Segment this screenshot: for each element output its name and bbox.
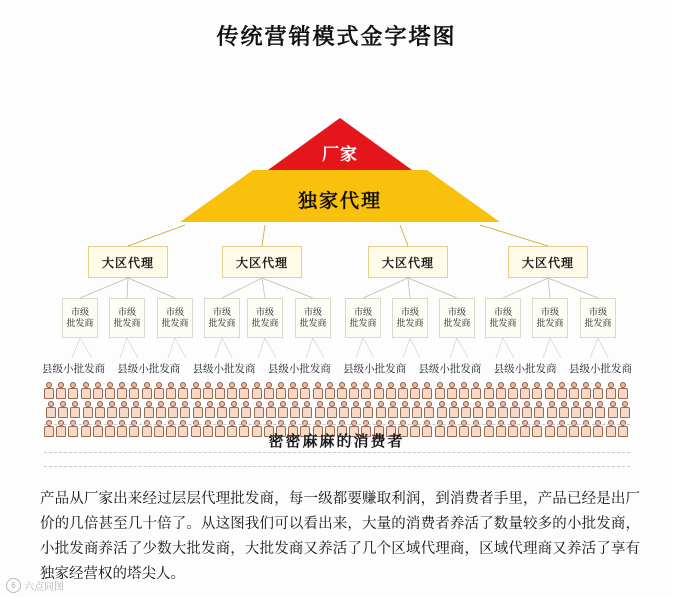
county-wholesaler-label: 县级小批发商 — [192, 363, 256, 375]
consumer-figure — [422, 382, 432, 399]
consumer-figure — [300, 382, 310, 399]
city-wholesaler-line2: 批发商 — [208, 318, 236, 328]
consumer-figure — [400, 401, 410, 418]
consumer-figure — [68, 382, 78, 399]
consumer-figure — [178, 382, 188, 399]
consumer-figure — [154, 382, 164, 399]
consumer-figure — [545, 382, 555, 399]
consumer-figure — [58, 401, 68, 418]
consumer-figure — [227, 382, 237, 399]
consumer-figure — [498, 401, 508, 418]
consumer-figure — [129, 382, 139, 399]
consumer-figure — [156, 401, 166, 418]
city-wholesaler-line1: 市级 — [255, 306, 274, 317]
city-wholesaler-line1: 市级 — [353, 306, 372, 317]
city-wholesaler-line2: 批发商 — [489, 318, 517, 328]
city-wholesaler-box — [157, 298, 193, 338]
consumer-figure — [569, 382, 579, 399]
consumer-figure — [302, 401, 312, 418]
consumer-figure — [217, 401, 227, 418]
consumer-figure — [593, 382, 603, 399]
city-wholesaler-line1: 市级 — [540, 306, 559, 317]
consumer-figure — [581, 382, 591, 399]
consumer-figure — [191, 382, 201, 399]
county-wholesaler-label: 县级小批发商 — [418, 363, 482, 375]
consumer-figure — [180, 401, 190, 418]
city-wholesaler-box — [532, 298, 568, 338]
consumer-figure — [95, 401, 105, 418]
divider-line — [44, 466, 630, 467]
city-wholesaler-line2: 批发商 — [349, 318, 377, 328]
consumer-figure — [239, 382, 249, 399]
consumer-figure — [349, 382, 359, 399]
county-wholesaler-label: 县级小批发商 — [568, 363, 632, 375]
consumer-figure — [325, 382, 335, 399]
consumer-figure — [459, 382, 469, 399]
consumer-figure — [70, 401, 80, 418]
consumer-figure — [215, 382, 225, 399]
divider-line — [44, 424, 630, 425]
consumer-figure — [606, 382, 616, 399]
consumer-label: 密密麻麻的消费者 — [268, 433, 405, 450]
city-wholesaler-box — [485, 298, 521, 338]
consumer-figure — [229, 401, 239, 418]
consumer-figure — [339, 401, 349, 418]
city-wholesaler-line2: 批发商 — [251, 318, 279, 328]
consumer-figure — [449, 401, 459, 418]
consumer-figure — [412, 401, 422, 418]
county-wholesaler-label: 县级小批发商 — [42, 363, 105, 375]
consumer-figure — [510, 401, 520, 418]
county-wholesaler-label: 县级小批发商 — [117, 363, 181, 375]
city-wholesaler-box — [204, 298, 240, 338]
consumer-figure — [583, 401, 593, 418]
consumer-figure — [254, 401, 264, 418]
consumer-figure — [595, 401, 605, 418]
city-wholesaler-box — [295, 298, 331, 338]
consumer-figure — [398, 382, 408, 399]
consumer-figure — [276, 382, 286, 399]
city-wholesaler-line2: 批发商 — [299, 318, 327, 328]
consumer-figure — [557, 382, 567, 399]
consumer-figure — [205, 401, 215, 418]
consumer-figure — [105, 382, 115, 399]
consumer-figure — [144, 401, 154, 418]
consumer-figure — [166, 382, 176, 399]
consumer-figure — [142, 382, 152, 399]
consumer-figure — [376, 401, 386, 418]
city-wholesaler-line2: 批发商 — [536, 318, 564, 328]
consumer-figure — [56, 382, 66, 399]
consumer-figure — [44, 382, 54, 399]
city-wholesaler-box — [62, 298, 98, 338]
consumer-figure — [363, 401, 373, 418]
consumer-figure — [532, 382, 542, 399]
consumer-figure — [547, 401, 557, 418]
city-wholesaler-line1: 市级 — [117, 306, 136, 317]
region-agent-box — [222, 246, 302, 278]
city-wholesaler-box — [109, 298, 145, 338]
consumer-figure — [252, 382, 262, 399]
watermark — [6, 578, 64, 593]
consumer-figure — [107, 401, 117, 418]
consumer-figure — [508, 382, 518, 399]
city-wholesaler-line1: 市级 — [70, 306, 89, 317]
consumer-figure — [83, 401, 93, 418]
description-paragraph: 产品从厂家出来经过层层代理批发商，每一级都要赚取利润，到消费者手里，产品已经是出厂价的几倍甚至几十倍了。从这图我们可以看出来，大量的消费者养活了数量较多的小批发商，小批发商养活了少数大批发商，大批发商又养活了几个区域代理商，区域代理商又养活了享有独家经营权的塔尖人。 — [40, 491, 640, 582]
divider-line — [44, 452, 630, 453]
region-agent-box — [368, 246, 448, 278]
city-wholesaler-line2: 批发商 — [443, 318, 471, 328]
consumer-figure — [618, 382, 628, 399]
region-agent-box — [508, 246, 588, 278]
city-wholesaler-line2: 批发商 — [396, 318, 424, 328]
consumer-figure — [608, 401, 618, 418]
consumer-figure — [46, 401, 56, 418]
consumer-figure — [435, 382, 445, 399]
consumer-figure — [620, 401, 630, 418]
consumer-figure — [168, 401, 178, 418]
consumer-figure — [266, 401, 276, 418]
consumer-figure — [351, 401, 361, 418]
consumer-figure — [203, 382, 213, 399]
city-wholesaler-line1: 市级 — [165, 306, 184, 317]
page-title: 传统营销模式金字塔图 — [216, 24, 457, 50]
county-wholesaler-label: 县级小批发商 — [267, 363, 331, 375]
region-agent-label: 大区代理 — [101, 255, 154, 270]
consumer-figure — [290, 401, 300, 418]
consumer-figure — [388, 401, 398, 418]
consumer-figure — [571, 401, 581, 418]
city-wholesaler-line1: 市级 — [493, 306, 512, 317]
region-agent-label: 大区代理 — [235, 255, 288, 270]
consumer-figure — [522, 401, 532, 418]
county-wholesaler-label: 县级小批发商 — [493, 363, 557, 375]
consumer-figure — [131, 401, 141, 418]
consumer-figure — [119, 401, 129, 418]
consumer-figure — [386, 382, 396, 399]
consumer-figure — [461, 401, 471, 418]
circle-logo-icon: 6 — [6, 578, 21, 593]
consumer-figure — [473, 401, 483, 418]
consumer-figure — [424, 401, 434, 418]
consumer-figure — [447, 382, 457, 399]
consumer-figure — [327, 401, 337, 418]
consumer-figure — [313, 382, 323, 399]
consumer-figure — [117, 382, 127, 399]
city-wholesaler-line1: 市级 — [400, 306, 419, 317]
city-wholesaler-line2: 批发商 — [113, 318, 141, 328]
manufacturer-label: 厂家 — [322, 145, 358, 164]
city-wholesaler-box — [345, 298, 381, 338]
city-wholesaler-line2: 批发商 — [161, 318, 189, 328]
consumer-figure — [437, 401, 447, 418]
city-wholesaler-line2: 批发商 — [66, 318, 94, 328]
consumer-figure — [484, 382, 494, 399]
region-agent-box — [88, 246, 168, 278]
consumer-figure — [374, 382, 384, 399]
consumer-figure — [93, 382, 103, 399]
consumer-figure — [288, 382, 298, 399]
consumer-figure — [496, 382, 506, 399]
city-wholesaler-box — [580, 298, 616, 338]
consumer-figure — [81, 382, 91, 399]
consumer-figure — [559, 401, 569, 418]
city-wholesaler-box — [247, 298, 283, 338]
city-wholesaler-line2: 批发商 — [584, 318, 612, 328]
consumer-figure — [471, 382, 481, 399]
watermark-text: 六点同图 — [24, 582, 64, 593]
exclusive-agent-label: 独家代理 — [297, 191, 382, 212]
region-agent-label: 大区代理 — [381, 255, 434, 270]
consumer-figure — [520, 382, 530, 399]
city-wholesaler-line1: 市级 — [303, 306, 322, 317]
pyramid-top — [180, 118, 500, 223]
consumer-figure — [193, 401, 203, 418]
region-agent-label: 大区代理 — [521, 255, 574, 270]
county-wholesaler-label: 县级小批发商 — [343, 363, 407, 375]
consumer-figure — [337, 382, 347, 399]
city-wholesaler-box — [439, 298, 475, 338]
county-wholesaler-row — [42, 361, 632, 376]
city-wholesaler-box — [392, 298, 428, 338]
consumer-figure — [486, 401, 496, 418]
city-wholesaler-line1: 市级 — [447, 306, 466, 317]
consumer-figure — [534, 401, 544, 418]
city-wholesaler-line1: 市级 — [588, 306, 607, 317]
consumer-figure — [361, 382, 371, 399]
consumer-figure — [410, 382, 420, 399]
city-wholesaler-line1: 市级 — [212, 306, 231, 317]
consumer-figure — [278, 401, 288, 418]
consumer-figure — [315, 401, 325, 418]
consumer-figure — [241, 401, 251, 418]
consumer-figure — [264, 382, 274, 399]
